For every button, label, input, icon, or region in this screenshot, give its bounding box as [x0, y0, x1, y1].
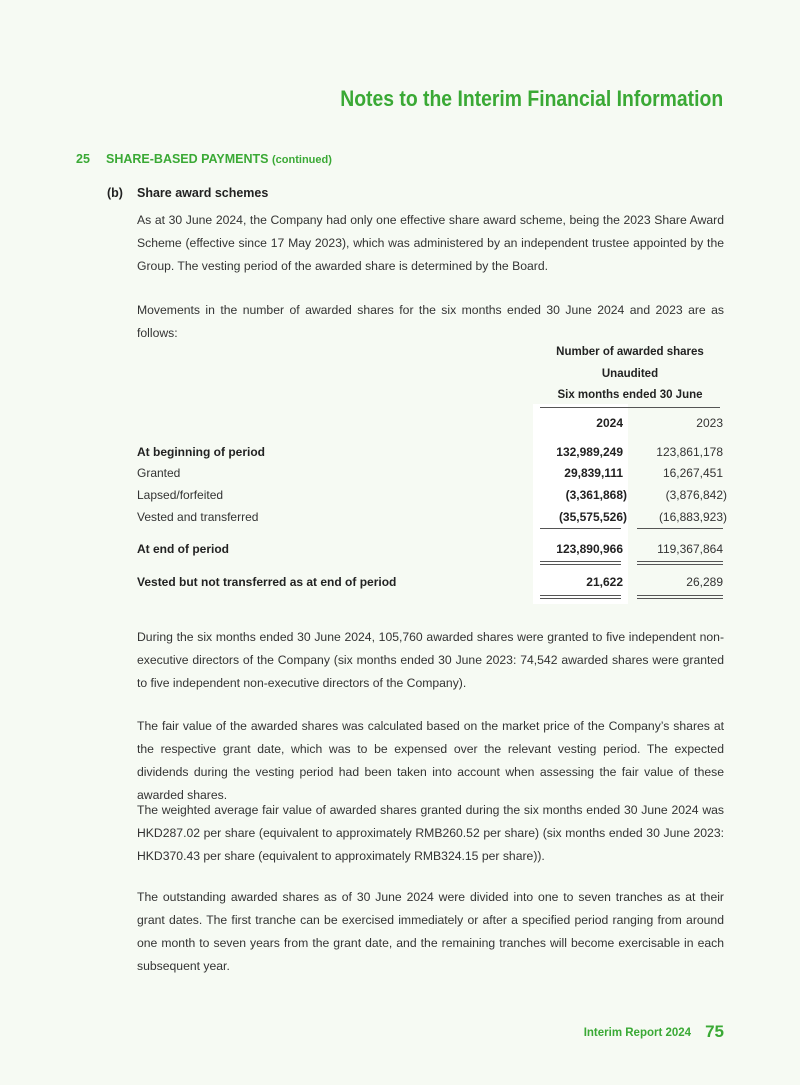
page-number: 75 [705, 1022, 724, 1041]
paragraph-fair-value: The fair value of the awarded shares was calculated based on the market price of the Company’s shares at the respective grant date, which was to be expensed over the relevant vesting period. The expected dividends during the vesting period had been taken into account when assessing the fair value of these awarded shares. [137, 719, 724, 802]
paragraph-scheme: As at 30 June 2024, the Company had only one effective share award scheme, being the 2023 Share Award Scheme (effective since 17 May 2023), which was administered by an independent trustee appointed by the Group. The vesting period of the awarded share is determined by the Board. [137, 213, 724, 273]
table-cell-2024: 123,890,966 [556, 542, 623, 556]
table-cell-2023: 26,289 [686, 575, 723, 589]
footer-report-name: Interim Report 2024 [583, 1027, 692, 1039]
table-total-rule-2023 [637, 561, 723, 562]
table-row-label: Granted [137, 466, 181, 480]
table-total-rule-2023-double [637, 564, 723, 565]
subsection-title: Share award schemes [137, 186, 269, 200]
section-heading [76, 152, 332, 166]
table-final-rule-2024 [540, 595, 621, 596]
paragraph-tranches: The outstanding awarded shares as of 30 June 2024 were divided into one to seven tranches as at their grant dates. The first tranche can be exercised immediately or after a specified period ranging from around one month to seven years from the grant date, and the remaining tranches will become exercisable in each subsequent year. [137, 890, 724, 973]
table-row-label: At beginning of period [137, 445, 265, 459]
table-header-number: Number of awarded shares [556, 346, 704, 358]
table-final-rule-2024-double [540, 598, 621, 599]
paragraph-weighted-average: The weighted average fair value of awarded shares granted during the six months ended 30 June 2024 was HKD287.02 per share (equivalent to approximately RMB260.52 per share) (six months ended 30 June 2023: HKD370.43 per share (equivalent to approximately RMB324.15 per share)). [137, 803, 724, 863]
table-cell-2024: (3,361,868) [565, 488, 627, 502]
subsection-heading [107, 186, 268, 200]
table-total-rule-2024 [540, 561, 621, 562]
table-cell-2024: 29,839,111 [564, 466, 623, 480]
table-final-rule-2023-double [637, 598, 723, 599]
table-final-rule-2023 [637, 595, 723, 596]
table-cell-2023: 119,367,864 [657, 542, 723, 556]
subsection-label: (b) [107, 186, 123, 200]
section-continued: (continued) [272, 154, 332, 166]
table-row-label: Vested and transferred [137, 510, 259, 524]
page-footer [584, 1022, 724, 1042]
table-total-rule-2024-double [540, 564, 621, 565]
table-subtotal-rule-2024 [540, 528, 621, 529]
table-cell-2024: 132,989,249 [556, 445, 623, 459]
table-cell-2023: (3,876,842) [665, 488, 727, 502]
table-cell-2023: (16,883,923) [658, 510, 727, 524]
table-cell-2023: 123,861,178 [656, 445, 723, 459]
section-title: SHARE-BASED PAYMENTS [106, 152, 269, 166]
paragraph-grants: During the six months ended 30 June 2024, 105,760 awarded shares were granted to five independent non-executive directors of the Company (six months ended 30 June 2023: 74,542 awarded shares were granted to five independent non-executive directors of the Company). [137, 630, 724, 690]
table-col-2023: 2023 [696, 416, 723, 430]
table-header-unaudited: Unaudited [601, 368, 659, 380]
table-subtotal-rule-2023 [637, 528, 723, 529]
table-row-label: Lapsed/forfeited [137, 488, 224, 502]
page-title: Notes to the Interim Financial Information [340, 86, 723, 111]
table-col-2024: 2024 [596, 416, 623, 430]
paragraph-movements-intro: Movements in the number of awarded shares for the six months ended 30 June 2024 and 2023 are as follows: [137, 303, 724, 340]
table-cell-2024: (35,575,526) [558, 510, 627, 524]
table-highlight-column [533, 404, 628, 604]
table-cell-2023: 16,267,451 [662, 466, 723, 480]
section-number: 25 [76, 152, 90, 166]
table-row-label: Vested but not transferred as at end of period [137, 575, 397, 589]
table-cell-2024: 21,622 [586, 575, 623, 589]
table-header-period: Six months ended 30 June [557, 389, 703, 401]
table-header-rule [540, 407, 720, 408]
table-row-label: At end of period [137, 542, 229, 556]
